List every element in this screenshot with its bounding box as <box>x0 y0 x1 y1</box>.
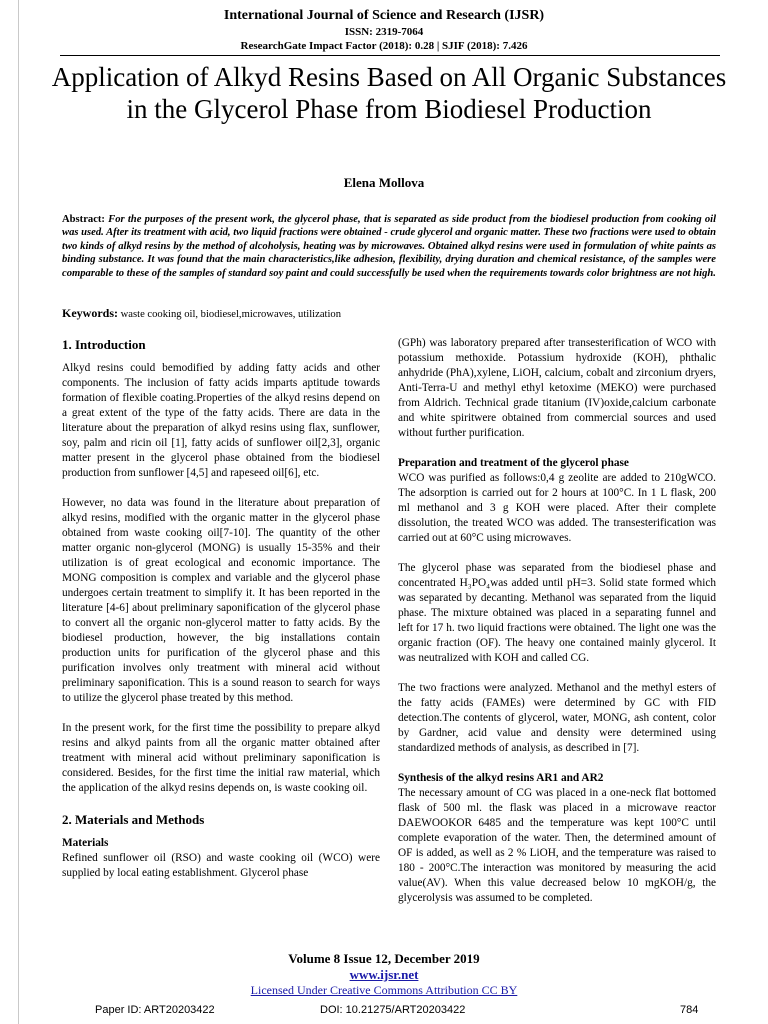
footer-license-link[interactable]: Licensed Under Creative Commons Attribution CC BY <box>250 983 518 997</box>
intro-paragraph-3: In the present work, for the first time the possibility to prepare alkyd resins and alkyd paints from all the organic matter obtained after treatment with mineral acid without preliminary saponification is considered. Besides, for the first time the initial raw material, which the application of the alkyd resins depends on, is waste cooking oil. <box>62 722 380 794</box>
footer-doi: DOI: 10.21275/ART20203422 <box>320 1004 466 1016</box>
intro-paragraph-1: Alkyd resins could bemodified by adding fatty acids and other components. The inclusion of fatty acids imparts aptitude towards formation of flexible coating.Properties of the alkyd resins depend on a great extent of the type of the fatty acids. There are data in the literature about the preparation of alkyd resins using flax, sunflower, soy, palm and ricin oil [1], fatty acids of sunflower oil[2,3], organic matter present in the glycerol phase obtained from the biodiesel production from sunflower [4,5] and rapeseed oil[6], etc. <box>62 362 380 479</box>
footer-url-link[interactable]: www.ijsr.net <box>349 967 419 982</box>
paper-title: Application of Alkyd Resins Based on All Organic Substances in the Glycerol Phase from Biodiesel Production <box>51 62 727 124</box>
materials-paragraph-cont: (GPh) was laboratory prepared after transesterification of WCO with potassium methoxide. Potassium hydroxide (KOH), phthalic anhydride (PhA),xylene, LiOH, calcium, cobalt and zirconium dryers, Anti-Terra-U and methyl ethyl ketoxime (MEKO) were purchased from Aldrich. Technical grade titanium (IV)oxide,calcium carbonate and white spiritwere obtained from commercial sources and used without further purification. <box>398 337 716 439</box>
keywords <box>62 306 716 321</box>
footer-volume: Volume 8 Issue 12, December 2019 <box>288 951 480 966</box>
journal-issn: ISSN: 2319-7064 <box>344 26 424 38</box>
footer-paper-id: Paper ID: ART20203422 <box>95 1004 215 1016</box>
prep-heading: Preparation and treatment of the glycerol phase <box>398 457 629 469</box>
intro-heading: 1. Introduction <box>62 337 146 352</box>
paper-author: Elena Mollova <box>343 175 425 190</box>
synthesis-paragraph-1: The necessary amount of CG was placed in a one-neck flat bottomed flask of 500 ml. the flask was placed in a microwave reactor DAEWOOKOR 6485 and the temperature was kept 100°C until complete evaporation of the water. Then, the determined amount of OF is added, as well as 2 % LiOH, and the temperature was raised to 180 - 200°C.The interaction was monitored by measuring the acid value(AV). When this value decreased below 10 mgKOH/g, the glycerolysis was assumed to be completed. <box>398 787 716 904</box>
abstract <box>62 213 716 280</box>
intro-paragraph-2: However, no data was found in the literature about preparation of alkyd resins, modified with the organic matter in the glycerol phase obtained from waste cooking oil[7-10]. The quantity of the other matter organic non-glycerol (MONG) is usually 15-35% and their utilization is of great ecological and economic importance. The MONG composition is complex and variable and the glycerol phase undergoes certain treatment to simplify it. It has been reported in the literature [4-6] about preliminary saponification of the glycerol phase to convert all the organic non-glycerol matter to fatty acids. By the biodiesel production, however, the big installations contain production units for purification of the glycerol phase and this purification involves only treatment with mineral acid without preliminary saponification. This is a sound reason to search for ways to utilize the glycerol phase treated by this method. <box>62 497 380 704</box>
prep-paragraph-2: The glycerol phase was separated from the biodiesel phase and concentrated H₃PO₄was added until pH=3. Solid state formed which was separated by decanting. Methanol was separated from the liquid phase. The mixture obtained was placed in a separating funnel and left for 17 h. two liquid fractions were obtained. The light one was the organic fraction (OF). The heavy one contained mainly glycerol. It was neutralized with KOH and called CG. <box>398 562 716 664</box>
page-left-rule <box>18 0 19 1024</box>
footer-page-number: 784 <box>680 1004 699 1016</box>
abstract-label: Abstract: <box>62 214 105 225</box>
keywords-text: waste cooking oil, biodiesel,microwaves, utilization <box>120 309 342 320</box>
materials-paragraph: Refined sunflower oil (RSO) and waste cooking oil (WCO) were supplied by local eating establishment. Glycerol phase <box>62 852 380 879</box>
journal-name: International Journal of Science and Research (IJSR) <box>223 8 545 23</box>
prep-paragraph-1: WCO was purified as follows:0,4 g zeolite are added to 210gWCO. The adsorption is carried out for 2 hours at 100°C. In 1 L flask, 200 ml methanol and 3 g KOH were placed. After their complete dissolution, the treated WCO was added. The transesterification was carried out at 60°C using microwaves. <box>398 472 716 544</box>
left-column <box>62 336 380 881</box>
methods-heading: 2. Materials and Methods <box>62 812 205 827</box>
keywords-label: Keywords: <box>62 306 118 320</box>
materials-heading: Materials <box>62 837 109 849</box>
right-column <box>398 336 716 906</box>
synthesis-heading: Synthesis of the alkyd resins AR1 and AR2 <box>398 772 604 784</box>
header-divider <box>60 55 720 56</box>
prep-paragraph-3: The two fractions were analyzed. Methanol and the methyl esters of the fatty acids (FAMEs) were determined by GC with FID detection.The contents of glycerol, water, MONG, ash content, color by Gardner, acid value and density were determined using standardized methods of analysis, as described in [7]. <box>398 682 716 754</box>
abstract-text: For the purposes of the present work, the glycerol phase, that is separated as side product from the biodiesel production from cooking oil was used. After its treatment with acid, two liquid fractions were obtained - crude glycerol and organic matter. These two fractions were used to obtain two kinds of alkyd resins by the method of alcoholysis, heating was by microwaves. Obtained alkyd resins were used in formulation of white paints as binding substance. It was found that the main characteristics,like adhesion, flexibility, drying duration and chemical resistance, of the samples were comparable to these of the samples of standard soy paint and could successfully be used when the requirements towards color brightness are not high. <box>62 214 717 279</box>
journal-impact: ResearchGate Impact Factor (2018): 0.28 | SJIF (2018): 7.426 <box>240 40 528 52</box>
